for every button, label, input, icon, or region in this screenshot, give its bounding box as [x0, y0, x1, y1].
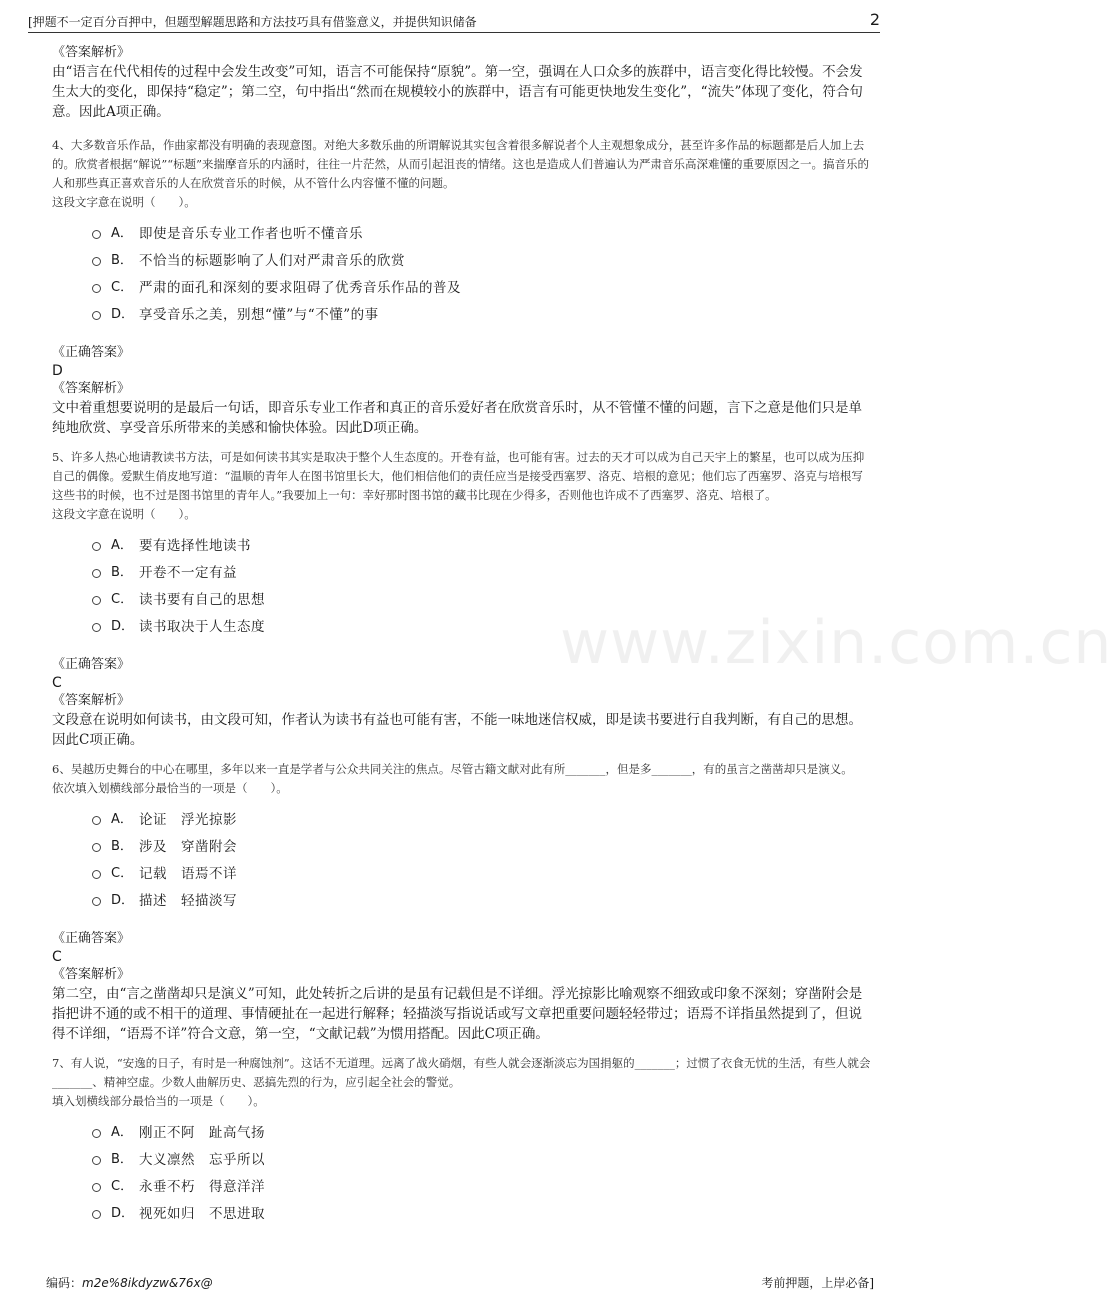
- option-list: [92, 804, 872, 912]
- option-b[interactable]: [92, 245, 872, 272]
- radio-icon[interactable]: [92, 1129, 101, 1138]
- radio-icon[interactable]: [92, 257, 101, 266]
- option-list: [92, 530, 872, 638]
- question-stem: 5、许多人热心地请教读书方法，可是如何读书其实是取决于整个人生态度的。开卷有益，也可能有害。过去的天才可以成为自己天宇上的繁星，也可以成为压抑自己的偶像。爱默生俏皮地写道：“温顺的青年人在图书馆里长大，他们相信他们的责任应当是接受西塞罗、洛克、培根的意见；他们忘了西塞罗、洛克与培根写这些书的时候，也不过是图书馆里的青年人。”我要加上一句：幸好那时图书馆的藏书比现在少得多，否则他也许成不了西塞罗、洛克、培根了。: [52, 450, 865, 502]
- option-letter: C．: [111, 866, 134, 881]
- analysis-label: 《答案解析》: [52, 381, 131, 396]
- option-letter: C．: [111, 1179, 134, 1194]
- analysis-text: 文中着重想要说明的是最后一句话，即音乐专业工作者和真正的音乐爱好者在欣赏音乐时，从不管懂不懂的问题，言下之意是他们只是单纯地欣赏、享受音乐所带来的美感和愉快体验。因此D项正确。: [52, 400, 862, 436]
- option-a[interactable]: [92, 218, 872, 245]
- analysis-label: 《答案解析》: [52, 967, 131, 982]
- radio-icon[interactable]: [92, 897, 101, 906]
- option-d[interactable]: [92, 885, 872, 912]
- option-text: 描述 轻描淡写: [139, 892, 237, 909]
- page-header: [28, 10, 880, 33]
- option-letter: D．: [111, 307, 135, 322]
- correct-answer: C: [52, 675, 62, 691]
- option-letter: D．: [111, 619, 135, 634]
- option-text: 记载 语焉不详: [139, 865, 237, 882]
- analysis-text: 文段意在说明如何读书，由文段可知，作者认为读书有益也可能有害，不能一味地迷信权威，即是读书要进行自我判断，有自己的思想。因此C项正确。: [52, 712, 862, 748]
- radio-icon[interactable]: [92, 816, 101, 825]
- question-prompt: 这段文字意在说明（ ）。: [52, 195, 196, 209]
- option-a[interactable]: [92, 804, 872, 831]
- option-letter: C．: [111, 592, 134, 607]
- option-b[interactable]: [92, 557, 872, 584]
- correct-answer: D: [52, 363, 63, 379]
- footer-code-value: m2e%8ikdyzw&76x@: [82, 1276, 213, 1290]
- option-text: 开卷不一定有益: [139, 564, 237, 581]
- correct-answer-label: 《正确答案》: [52, 345, 131, 360]
- radio-icon[interactable]: [92, 1156, 101, 1165]
- option-a[interactable]: [92, 530, 872, 557]
- option-text: 刚正不阿 趾高气扬: [139, 1124, 265, 1141]
- question-stem: 4、大多数音乐作品，作曲家都没有明确的表现意图。对绝大多数乐曲的所谓解说其实包含着很多解说者个人主观想象成分，甚至许多作品的标题都是后人加上去的。欣赏者根据“解说”“标题”来揣摩音乐的内涵时，往往一片茫然，从而引起沮丧的情绪。这也是造成人们普遍认为严肃音乐高深难懂的重要原因之一。搞音乐的人和那些真正喜欢音乐的人在欣赏音乐的时候，从不管什么内容懂不懂的问题。: [52, 138, 870, 190]
- option-b[interactable]: [92, 831, 872, 858]
- option-letter: A．: [111, 226, 133, 241]
- option-letter: A．: [111, 538, 133, 553]
- radio-icon[interactable]: [92, 1183, 101, 1192]
- option-c[interactable]: [92, 584, 872, 611]
- option-list: [92, 1117, 872, 1225]
- radio-icon[interactable]: [92, 542, 101, 551]
- option-text: 即使是音乐专业工作者也听不懂音乐: [139, 225, 363, 242]
- option-d[interactable]: [92, 1198, 872, 1225]
- option-text: 不恰当的标题影响了人们对严肃音乐的欣赏: [139, 252, 405, 269]
- option-letter: B．: [111, 253, 133, 268]
- option-text: 视死如归 不思进取: [139, 1205, 265, 1222]
- question-stem: 7、有人说，“安逸的日子，有时是一种腐蚀剂”。这话不无道理。远离了战火硝烟，有些人就会逐渐淡忘为国捐躯的_______；过惯了衣食无忧的生活，有些人就会_______、精神空虚。少数人曲解历史、恶搞先烈的行为，应引起全社会的警觉。: [52, 1056, 871, 1089]
- option-c[interactable]: [92, 272, 872, 299]
- radio-icon[interactable]: [92, 870, 101, 879]
- radio-icon[interactable]: [92, 569, 101, 578]
- watermark: www.zixin.com.cn: [560, 608, 1112, 678]
- correct-answer: C: [52, 949, 62, 965]
- option-d[interactable]: [92, 299, 872, 326]
- radio-icon[interactable]: [92, 284, 101, 293]
- option-text: 严肃的面孔和深刻的要求阻碍了优秀音乐作品的普及: [139, 279, 461, 296]
- question-5: [52, 448, 872, 750]
- correct-answer-label: 《正确答案》: [52, 931, 131, 946]
- question-6: [52, 760, 872, 1044]
- option-letter: A．: [111, 1125, 133, 1140]
- option-c[interactable]: [92, 858, 872, 885]
- question-stem: 6、吴越历史舞台的中心在哪里，多年以来一直是学者与公众共同关注的焦点。尽管古籍文献对此有所_______，但是多_______，有的虽言之凿凿却只是演义。: [52, 762, 853, 776]
- option-text: 读书要有自己的思想: [139, 591, 265, 608]
- analysis-label: 《答案解析》: [52, 45, 131, 60]
- option-b[interactable]: [92, 1144, 872, 1171]
- option-list: [92, 218, 872, 326]
- option-letter: B．: [111, 1152, 133, 1167]
- radio-icon[interactable]: [92, 230, 101, 239]
- option-letter: A．: [111, 812, 133, 827]
- option-d[interactable]: [92, 611, 872, 638]
- option-text: 读书取决于人生态度: [139, 618, 265, 635]
- question-prompt: 依次填入划横线部分最恰当的一项是（ ）。: [52, 781, 288, 795]
- question-4: [52, 136, 872, 438]
- document-content: [52, 44, 872, 1225]
- radio-icon[interactable]: [92, 1210, 101, 1219]
- option-text: 永垂不朽 得意洋洋: [139, 1178, 265, 1195]
- footer-code-label: 编码：: [46, 1276, 83, 1290]
- analysis-label: 《答案解析》: [52, 693, 131, 708]
- header-text: [押题不一定百分百押中，但题型解题思路和方法技巧具有借鉴意义，并提供知识储备: [28, 15, 477, 29]
- question-7: [52, 1054, 872, 1225]
- radio-icon[interactable]: [92, 623, 101, 632]
- option-c[interactable]: [92, 1171, 872, 1198]
- option-text: 大义凛然 忘乎所以: [139, 1151, 265, 1168]
- analysis-text: 第二空，由“言之凿凿却只是演义”可知，此处转折之后讲的是虽有记载但是不详细。浮光掠影比喻观察不细致或印象不深刻；穿凿附会是指把讲不通的或不相干的道理、事情硬扯在一起进行解释；轻描淡写指说话或写文章把重要问题轻轻带过；语焉不详指虽然提到了，但说得不详细，“语焉不详”符合文意，第一空，“文献记载”为惯用搭配。因此C项正确。: [52, 986, 863, 1042]
- footer-slogan: 考前押题，上岸必备]: [761, 1276, 874, 1290]
- option-letter: B．: [111, 839, 133, 854]
- option-text: 涉及 穿凿附会: [139, 838, 237, 855]
- page-number: 2: [869, 10, 880, 29]
- option-text: 享受音乐之美，别想“懂”与“不懂”的事: [139, 306, 379, 323]
- radio-icon[interactable]: [92, 596, 101, 605]
- option-text: 论证 浮光掠影: [139, 811, 237, 828]
- radio-icon[interactable]: [92, 311, 101, 320]
- prev-analysis-text: 由“语言在代代相传的过程中会发生改变”可知，语言不可能保持“原貌”。第一空，强调在人口众多的族群中，语言变化得比较慢。不会发生太大的变化，即保持“稳定”；第二空，句中指出“然而在规模较小的族群中，语言有可能更快地发生变化”，“流失”体现了变化，符合句意。因此A项正确。: [52, 64, 863, 120]
- option-letter: C．: [111, 280, 134, 295]
- option-a[interactable]: [92, 1117, 872, 1144]
- footer-code: [46, 1274, 213, 1291]
- option-text: 要有选择性地读书: [139, 537, 251, 554]
- question-prompt: 填入划横线部分最恰当的一项是（ ）。: [52, 1094, 265, 1108]
- correct-answer-label: 《正确答案》: [52, 657, 131, 672]
- option-letter: D．: [111, 1206, 135, 1221]
- question-prompt: 这段文字意在说明（ ）。: [52, 507, 196, 521]
- option-letter: D．: [111, 893, 135, 908]
- option-letter: B．: [111, 565, 133, 580]
- radio-icon[interactable]: [92, 843, 101, 852]
